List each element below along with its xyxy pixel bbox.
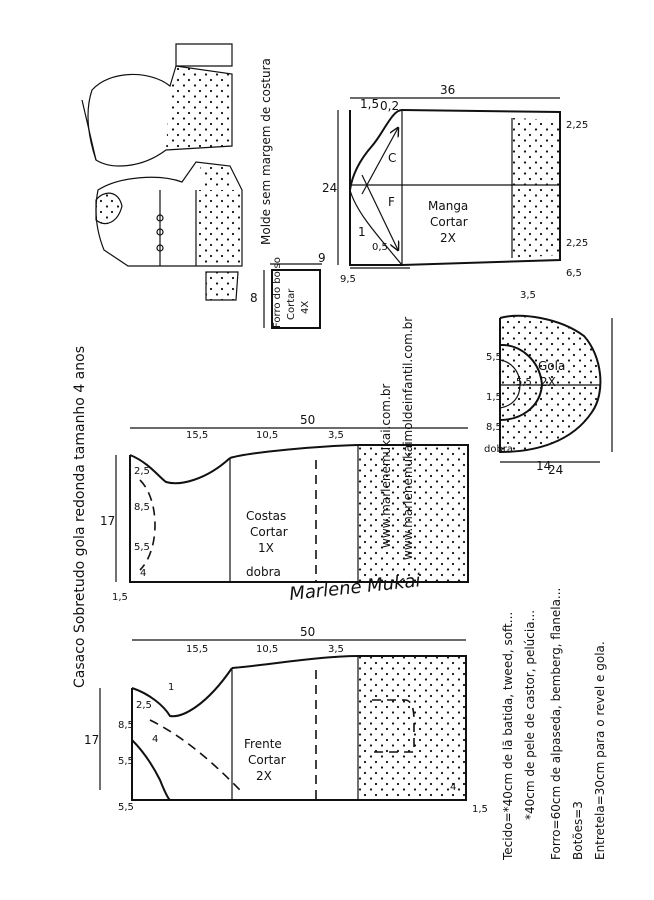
sleeve-cut: Cortar (430, 215, 468, 229)
collar-height: 14 (536, 459, 552, 473)
collar-label: Gola (538, 359, 566, 373)
collar-b: 1,5 (486, 392, 502, 403)
sleeve-mark-1: 1,5 (360, 97, 380, 111)
pocket-cut: Cortar (286, 288, 297, 320)
back-curve: 4 (140, 568, 147, 579)
title-block (72, 346, 88, 688)
seam-note-text: Molde sem margem de costura (259, 58, 273, 245)
back-qty: 1X (258, 541, 274, 555)
back-neck-a: 2,5 (134, 466, 150, 477)
collar-d: 3,5 (520, 290, 536, 301)
collar-pattern (484, 290, 612, 477)
front-shoulder: 15,5 (186, 644, 209, 655)
back-neck-b: 8,5 (134, 502, 150, 513)
back-p1: 10,5 (256, 430, 279, 441)
back-width: 50 (300, 413, 316, 427)
front-extra: 1 (168, 682, 175, 693)
sleeve-height: 24 (322, 181, 338, 195)
sleeve-mark-4: 2,25 (566, 120, 589, 131)
front-p2: 3,5 (328, 644, 344, 655)
front-base: 1,5 (472, 804, 488, 815)
front-neck-h: 5,5 (118, 756, 134, 767)
sleeve-mark-5: 6,5 (566, 268, 582, 279)
back-left: 1,5 (112, 592, 128, 603)
collar-c: 8,5 (486, 422, 502, 433)
seam-note (259, 58, 273, 245)
collar-e: 5,5 (486, 352, 502, 363)
front-curve: 4 (152, 734, 159, 745)
front-hem: 4 (450, 782, 457, 793)
pocket-pattern (250, 251, 326, 328)
website-1: www.marlenemukai.com.br (379, 383, 393, 548)
pocket-width: 8 (250, 291, 258, 305)
front-cut: Cortar (248, 753, 286, 767)
coat-illustration (82, 44, 242, 300)
sleeve-mark-7: 0,5 (372, 242, 388, 253)
sleeve-mark-6: 2,25 (566, 238, 589, 249)
back-p2: 3,5 (328, 430, 344, 441)
front-label: Frente (244, 737, 282, 751)
collar-qty: 2X (540, 375, 556, 389)
materials-1: *40cm de pele de castor, pelúcia... (523, 609, 537, 820)
front-neck-b: 8,5 (118, 720, 134, 731)
front-qty: 2X (256, 769, 272, 783)
sleeve-qty: 2X (440, 231, 456, 245)
front-neck-a: 2,5 (136, 700, 152, 711)
sleeve-mark-c: C (388, 151, 397, 165)
sleeve-label: Manga (428, 199, 469, 213)
sleeve-mark-f: F (388, 195, 395, 209)
front-bottom: 5,5 (118, 802, 134, 813)
pocket-height: 9 (318, 251, 326, 265)
front-pattern (84, 625, 488, 815)
back-neck-c: 5,5 (134, 542, 150, 553)
collar-a: 5,5 (516, 377, 532, 388)
back-shoulder: 15,5 (186, 430, 209, 441)
sleeve-width: 36 (440, 83, 456, 97)
sleeve-mark-8: 9,5 (340, 274, 356, 285)
materials-block (501, 588, 607, 861)
website-block-2 (401, 317, 415, 560)
website-2: www.marlenemukaimoldeinfantil.com.br (401, 316, 415, 560)
pocket-label: Forro do bolso (272, 257, 283, 328)
materials-3: Botões=3 (571, 801, 585, 860)
pocket-qty: 4X (300, 300, 311, 314)
front-height: 17 (84, 733, 100, 747)
collar-fold: dobra (484, 444, 514, 455)
materials-0: Tecido=*40cm de lã batida, tweed, soft... (501, 611, 515, 860)
materials-4: Entretela=30cm para o revel e gola. (593, 641, 607, 860)
page-title: Casaco Sobretudo gola redonda tamanho 4 anos (72, 346, 88, 688)
back-height: 17 (100, 514, 116, 528)
collar-width: 24 (548, 463, 564, 477)
website-block (379, 384, 393, 548)
back-cut: Cortar (250, 525, 288, 539)
front-p1: 10,5 (256, 644, 279, 655)
back-fold: dobra (246, 565, 281, 579)
sleeve-mark-2: 0,2 (380, 99, 400, 113)
materials-2: Forro=60cm de alpaseda, bemberg, flanela... (549, 587, 563, 860)
signature-text: Marlene Mukai (288, 570, 422, 605)
signature (288, 570, 421, 605)
back-label: Costas (246, 509, 287, 523)
sleeve-pattern (322, 83, 588, 285)
front-width: 50 (300, 625, 316, 639)
sleeve-mark-3: 1 (358, 225, 366, 239)
